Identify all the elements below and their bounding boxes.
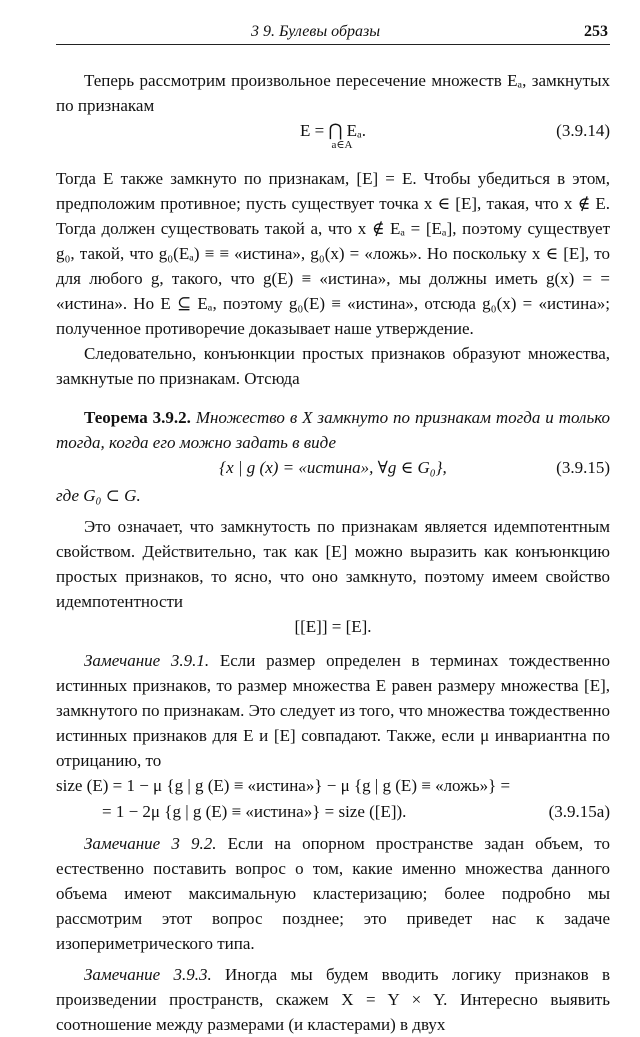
- theorem-3-9-2: [56, 405, 610, 455]
- equation-number: (3.9.15): [556, 458, 610, 477]
- remark-text: Иногда мы будем вводить логику признаков в произведении пространств, скажем X = Y × Y. Интересно выявить соотношение между размерами (и кластерами) в двух: [56, 965, 611, 1034]
- paragraph-idempotent: Это означает, что замкнутость по признакам является идемпотентным свойством. Действительно, так как [E] можно выразить как конъюнкцию простых признаков, то ясно, что оно замкнуто, поэтому имеем свойство идемпотентности: [56, 517, 610, 611]
- text-body: [56, 68, 610, 1037]
- remark-text: Если на опорном пространстве задан объем, то естественно поставить вопрос о том, какие именно множества данного объема имеют максимальную кластеризацию; более подробно мы рассмотрим этот вопрос позднее; это приведет нас к задаче изопериметрического типа.: [56, 834, 610, 953]
- theorem-where: где G₀ ⊂ G.: [56, 486, 141, 505]
- paragraph-proof: Тогда E также замкнуто по признакам, [E] = E. Чтобы убедиться в этом, предположим противное; пусть существует точка x ∈ [E], такая, что x ∉ E. Тогда должен существовать такой a, что x ∉ Eₐ = [Eₐ], поэтому существует g₀, такой, что g₀(Eₐ) ≡ ≡ «истина», g₀(x) = «ложь». Но поскольку x ∈ [E], то для любого g, такого, что g(E) ≡ «истина», мы должны иметь g(x) = = «истина». Но E ⊆ Eₐ, поэтому g₀(E) ≡ «истина», отсюда g₀(x) = «истина»; полученное противоречие доказывает наше утверждение.: [56, 169, 610, 338]
- equation-number: (3.9.15a): [548, 802, 610, 821]
- equation-text: [[E]] = [E].: [294, 617, 372, 636]
- equation-3-9-15: [56, 455, 610, 483]
- page-number: 253: [584, 23, 608, 40]
- equation-number: (3.9.14): [556, 121, 610, 140]
- equation-idempotence: [56, 614, 610, 642]
- theorem-statement: Множество в X замкнуто по признакам тогда и только тогда, когда его можно задать в виде: [56, 408, 611, 452]
- equation-size-line-2: [56, 799, 610, 825]
- paragraph-intersection: Теперь рассмотрим произвольное пересечение множеств Eₐ, замкнутых по признакам: [56, 71, 610, 115]
- equation-text: = 1 − 2μ {g | g (E) ≡ «истина»} = size ([E]).: [102, 802, 407, 821]
- paragraph-conclusion: Следовательно, конъюнкции простых признаков образуют множества, замкнутые по признакам. Отсюда: [56, 344, 610, 388]
- running-header: [56, 16, 610, 45]
- theorem-title: Теорема 3.9.2.: [84, 408, 191, 427]
- remark-3-9-2: [56, 831, 610, 956]
- equation-text: E = ⋂ Eₐ.: [300, 121, 366, 140]
- remark-title: Замечание 3.9.1.: [84, 651, 210, 670]
- equation-subscript: a∈A: [331, 139, 353, 151]
- equation-3-9-14: [56, 118, 610, 166]
- spacer: [56, 391, 610, 405]
- remark-text: Если размер определен в терминах тождественно истинных признаков, то размер множества E равен размеру множества [E], замкнутого по признакам. Это следует из того, что множества тождественно истинных признаков для E и [E] совпадают. Также, если μ инвариантна по отрицанию, то: [56, 651, 611, 770]
- remark-title: Замечание 3.9.3.: [84, 965, 212, 984]
- header-title: 3 9. Булевы образы: [251, 23, 381, 40]
- remark-3-9-1: [56, 648, 610, 773]
- equation-text: size (E) = 1 − μ {g | g (E) ≡ «истина»} − μ {g | g (E) ≡ «ложь»} =: [56, 776, 511, 795]
- equation-size-line-1: [56, 773, 610, 799]
- equation-text: {x | g (x) = «истина», ∀g ∈ G₀},: [219, 458, 447, 477]
- remark-title: Замечание 3 9.2.: [84, 834, 217, 853]
- equation-expression: [300, 118, 366, 151]
